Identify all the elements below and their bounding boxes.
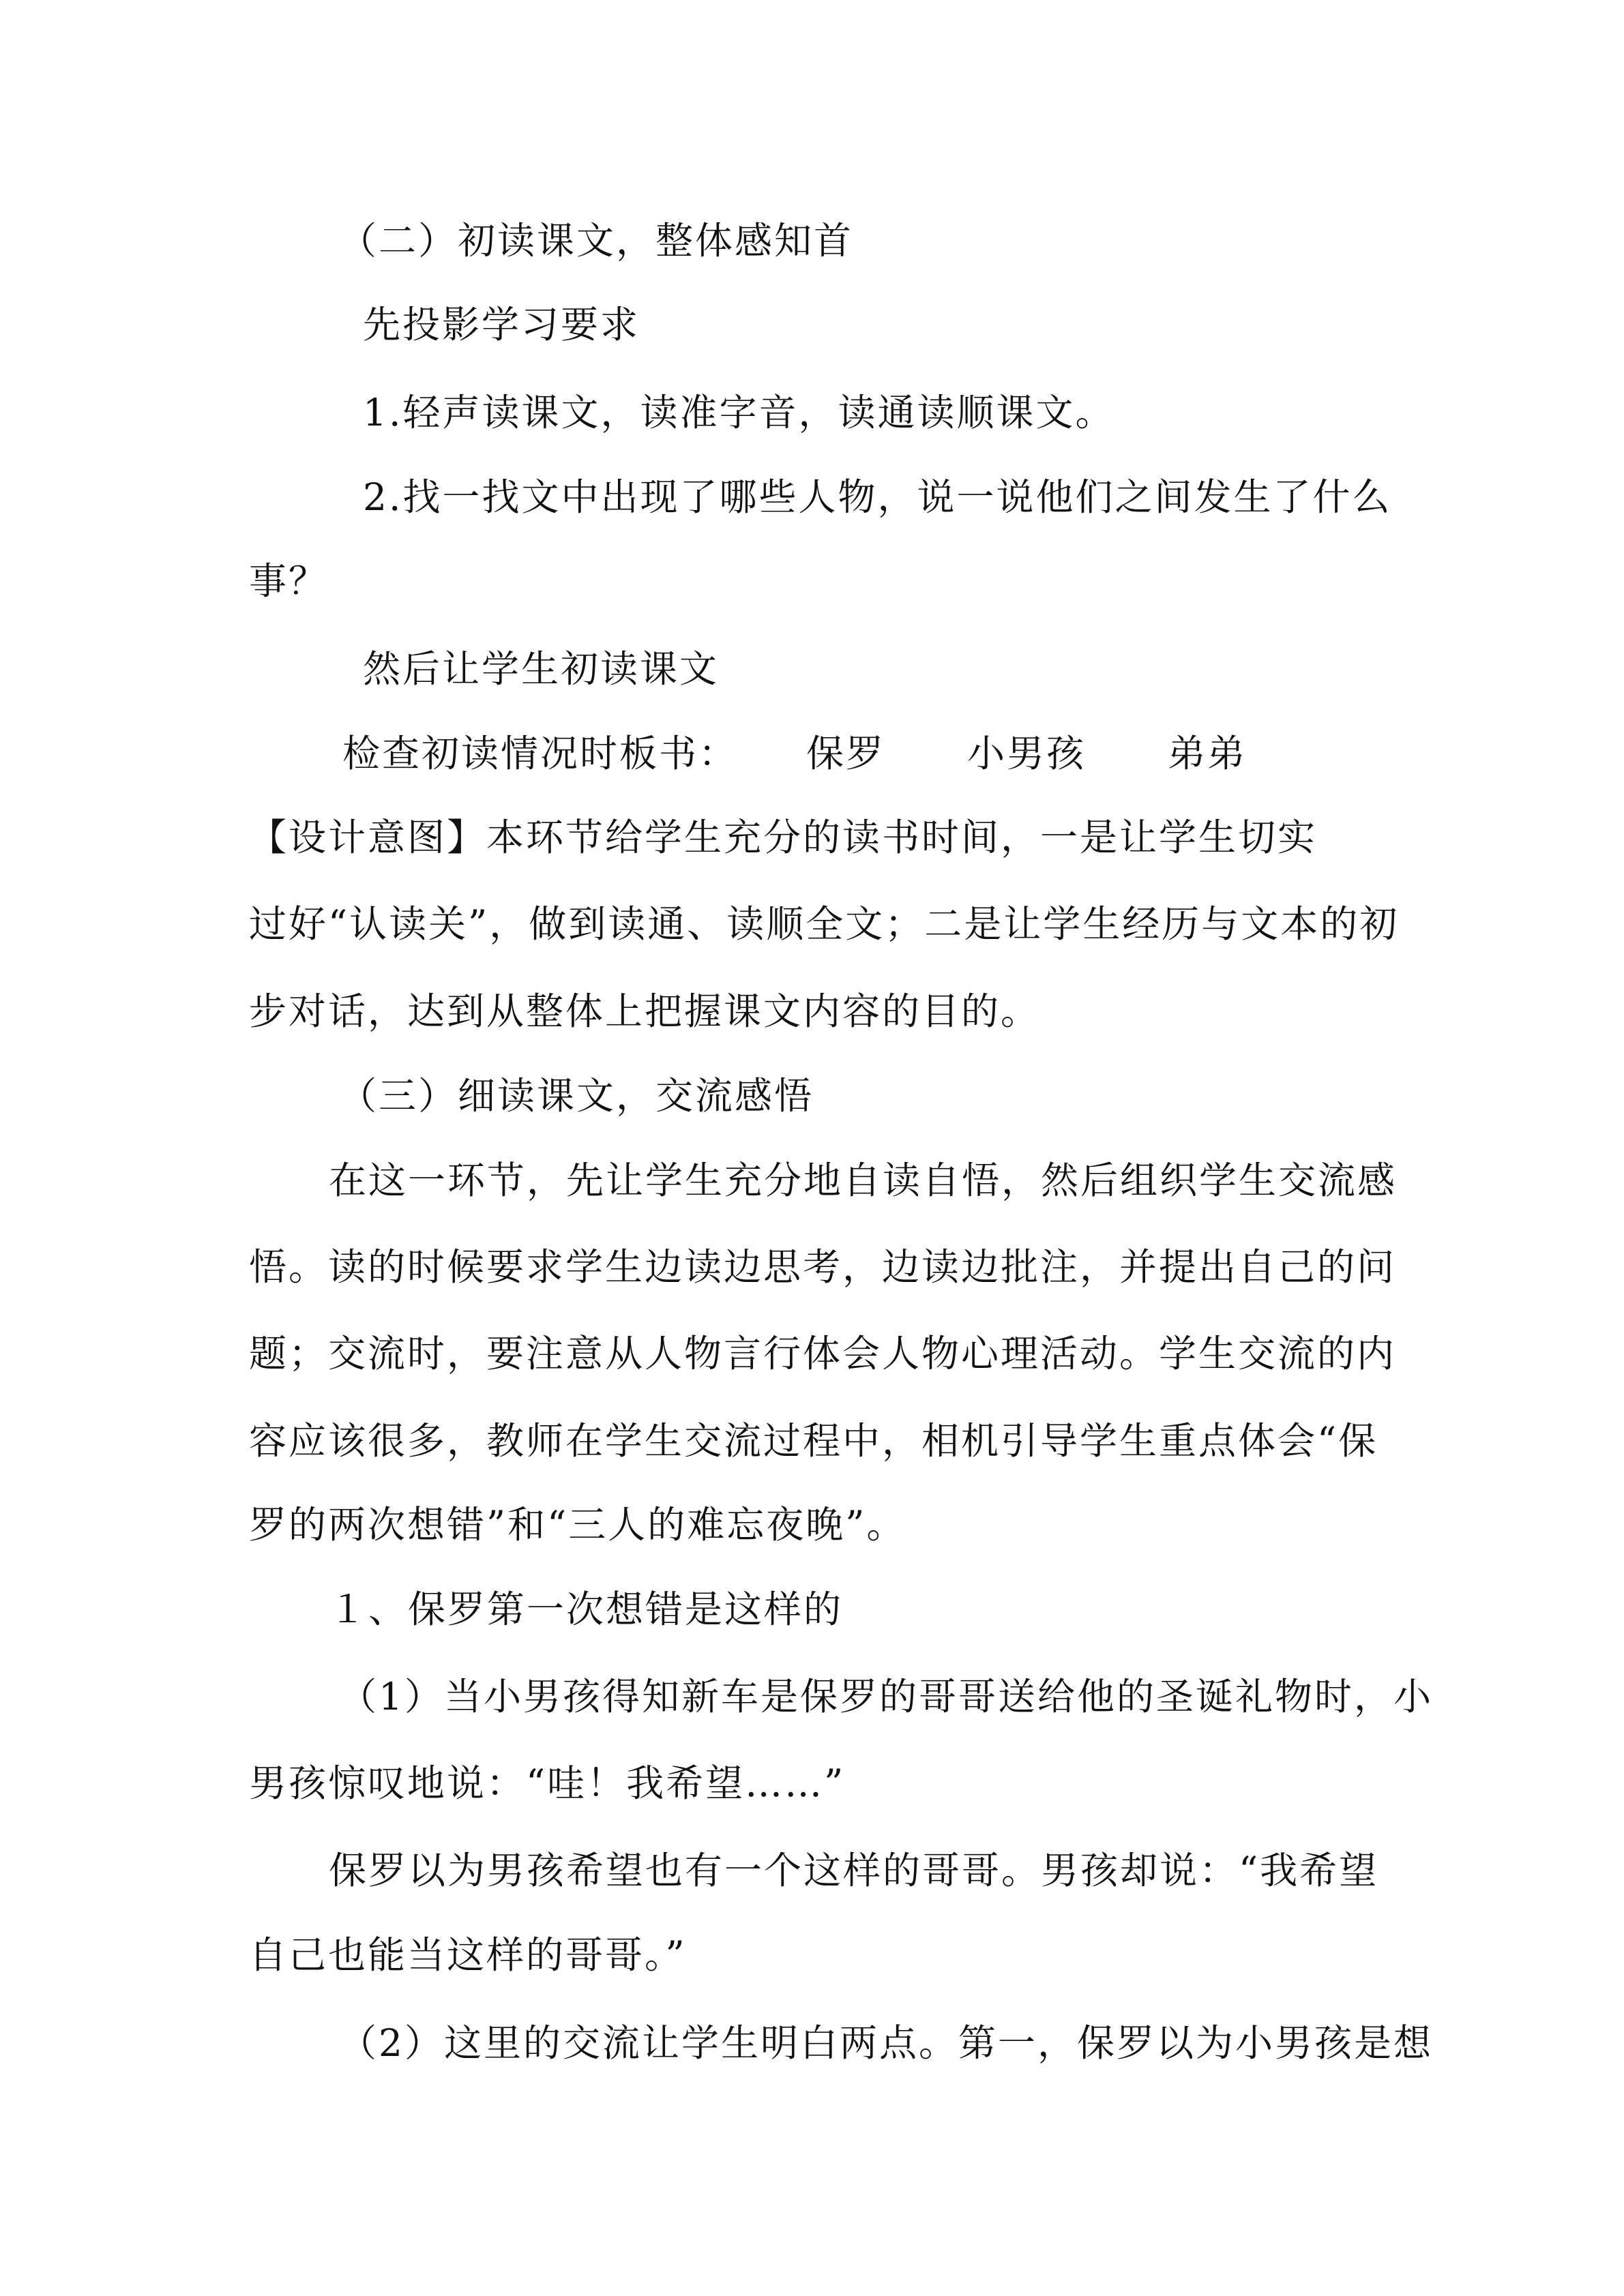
paragraph-line: 罗的两次想错”和“三人的难忘夜晚”。 [249, 1503, 906, 1547]
paragraph-line: 自己也能当这样的哥哥。” [249, 1933, 687, 1977]
board-label: 检查初读情况时板书： [342, 732, 739, 775]
paragraph-line: （1）当小男孩得知新车是保罗的哥哥送给他的圣诞礼物时，小 [339, 1675, 1433, 1718]
board-name: 小男孩 [967, 732, 1087, 775]
subsection-heading: １、保罗第一次想错是这样的 [329, 1587, 844, 1631]
board-name: 弟弟 [1168, 732, 1247, 775]
paragraph-line: 【设计意图】本环节给学生充分的读书时间，一是让学生切实 [249, 816, 1318, 859]
paragraph-line: 保罗以为男孩希望也有一个这样的哥哥。男孩却说：“我希望 [329, 1849, 1379, 1892]
paragraph-line: （2）这里的交流让学生明白两点。第一，保罗以为小男孩是想 [339, 2021, 1433, 2065]
paragraph-line: 先投影学习要求 [363, 303, 640, 346]
paragraph-line: 在这一环节，先让学生充分地自读自悟，然后组织学生交流感 [329, 1159, 1398, 1202]
section-heading: （三）细读课文，交流感悟 [339, 1074, 814, 1118]
paragraph-line: 悟。读的时候要求学生边读边思考，边读边批注，并提出自己的问 [249, 1245, 1397, 1289]
paragraph-line: 过好“认读关”，做到读通、读顺全文；二是让学生经历与文本的初 [249, 902, 1400, 946]
paragraph-line: 事？ [249, 559, 329, 603]
paragraph-line: 题；交流时，要注意从人物言行体会人物心理活动。学生交流的内 [249, 1332, 1397, 1375]
section-heading: （二）初读课文，整体感知首 [339, 219, 854, 263]
paragraph-line: 步对话，达到从整体上把握课文内容的目的。 [249, 989, 1041, 1033]
paragraph-line: 男孩惊叹地说：“哇！我希望……” [249, 1761, 846, 1805]
board-notes-line [342, 730, 1247, 777]
board-name: 保罗 [806, 732, 886, 775]
list-item: 1.轻声读课文，读准字音，读通读顺课文。 [363, 391, 1115, 434]
paragraph-line: 容应该很多，教师在学生交流过程中，相机引导学生重点体会“保 [249, 1419, 1378, 1463]
list-item: 2.找一找文中出现了哪些人物，说一说他们之间发生了什么 [363, 475, 1392, 519]
paragraph-line: 然后让学生初读课文 [363, 647, 720, 691]
